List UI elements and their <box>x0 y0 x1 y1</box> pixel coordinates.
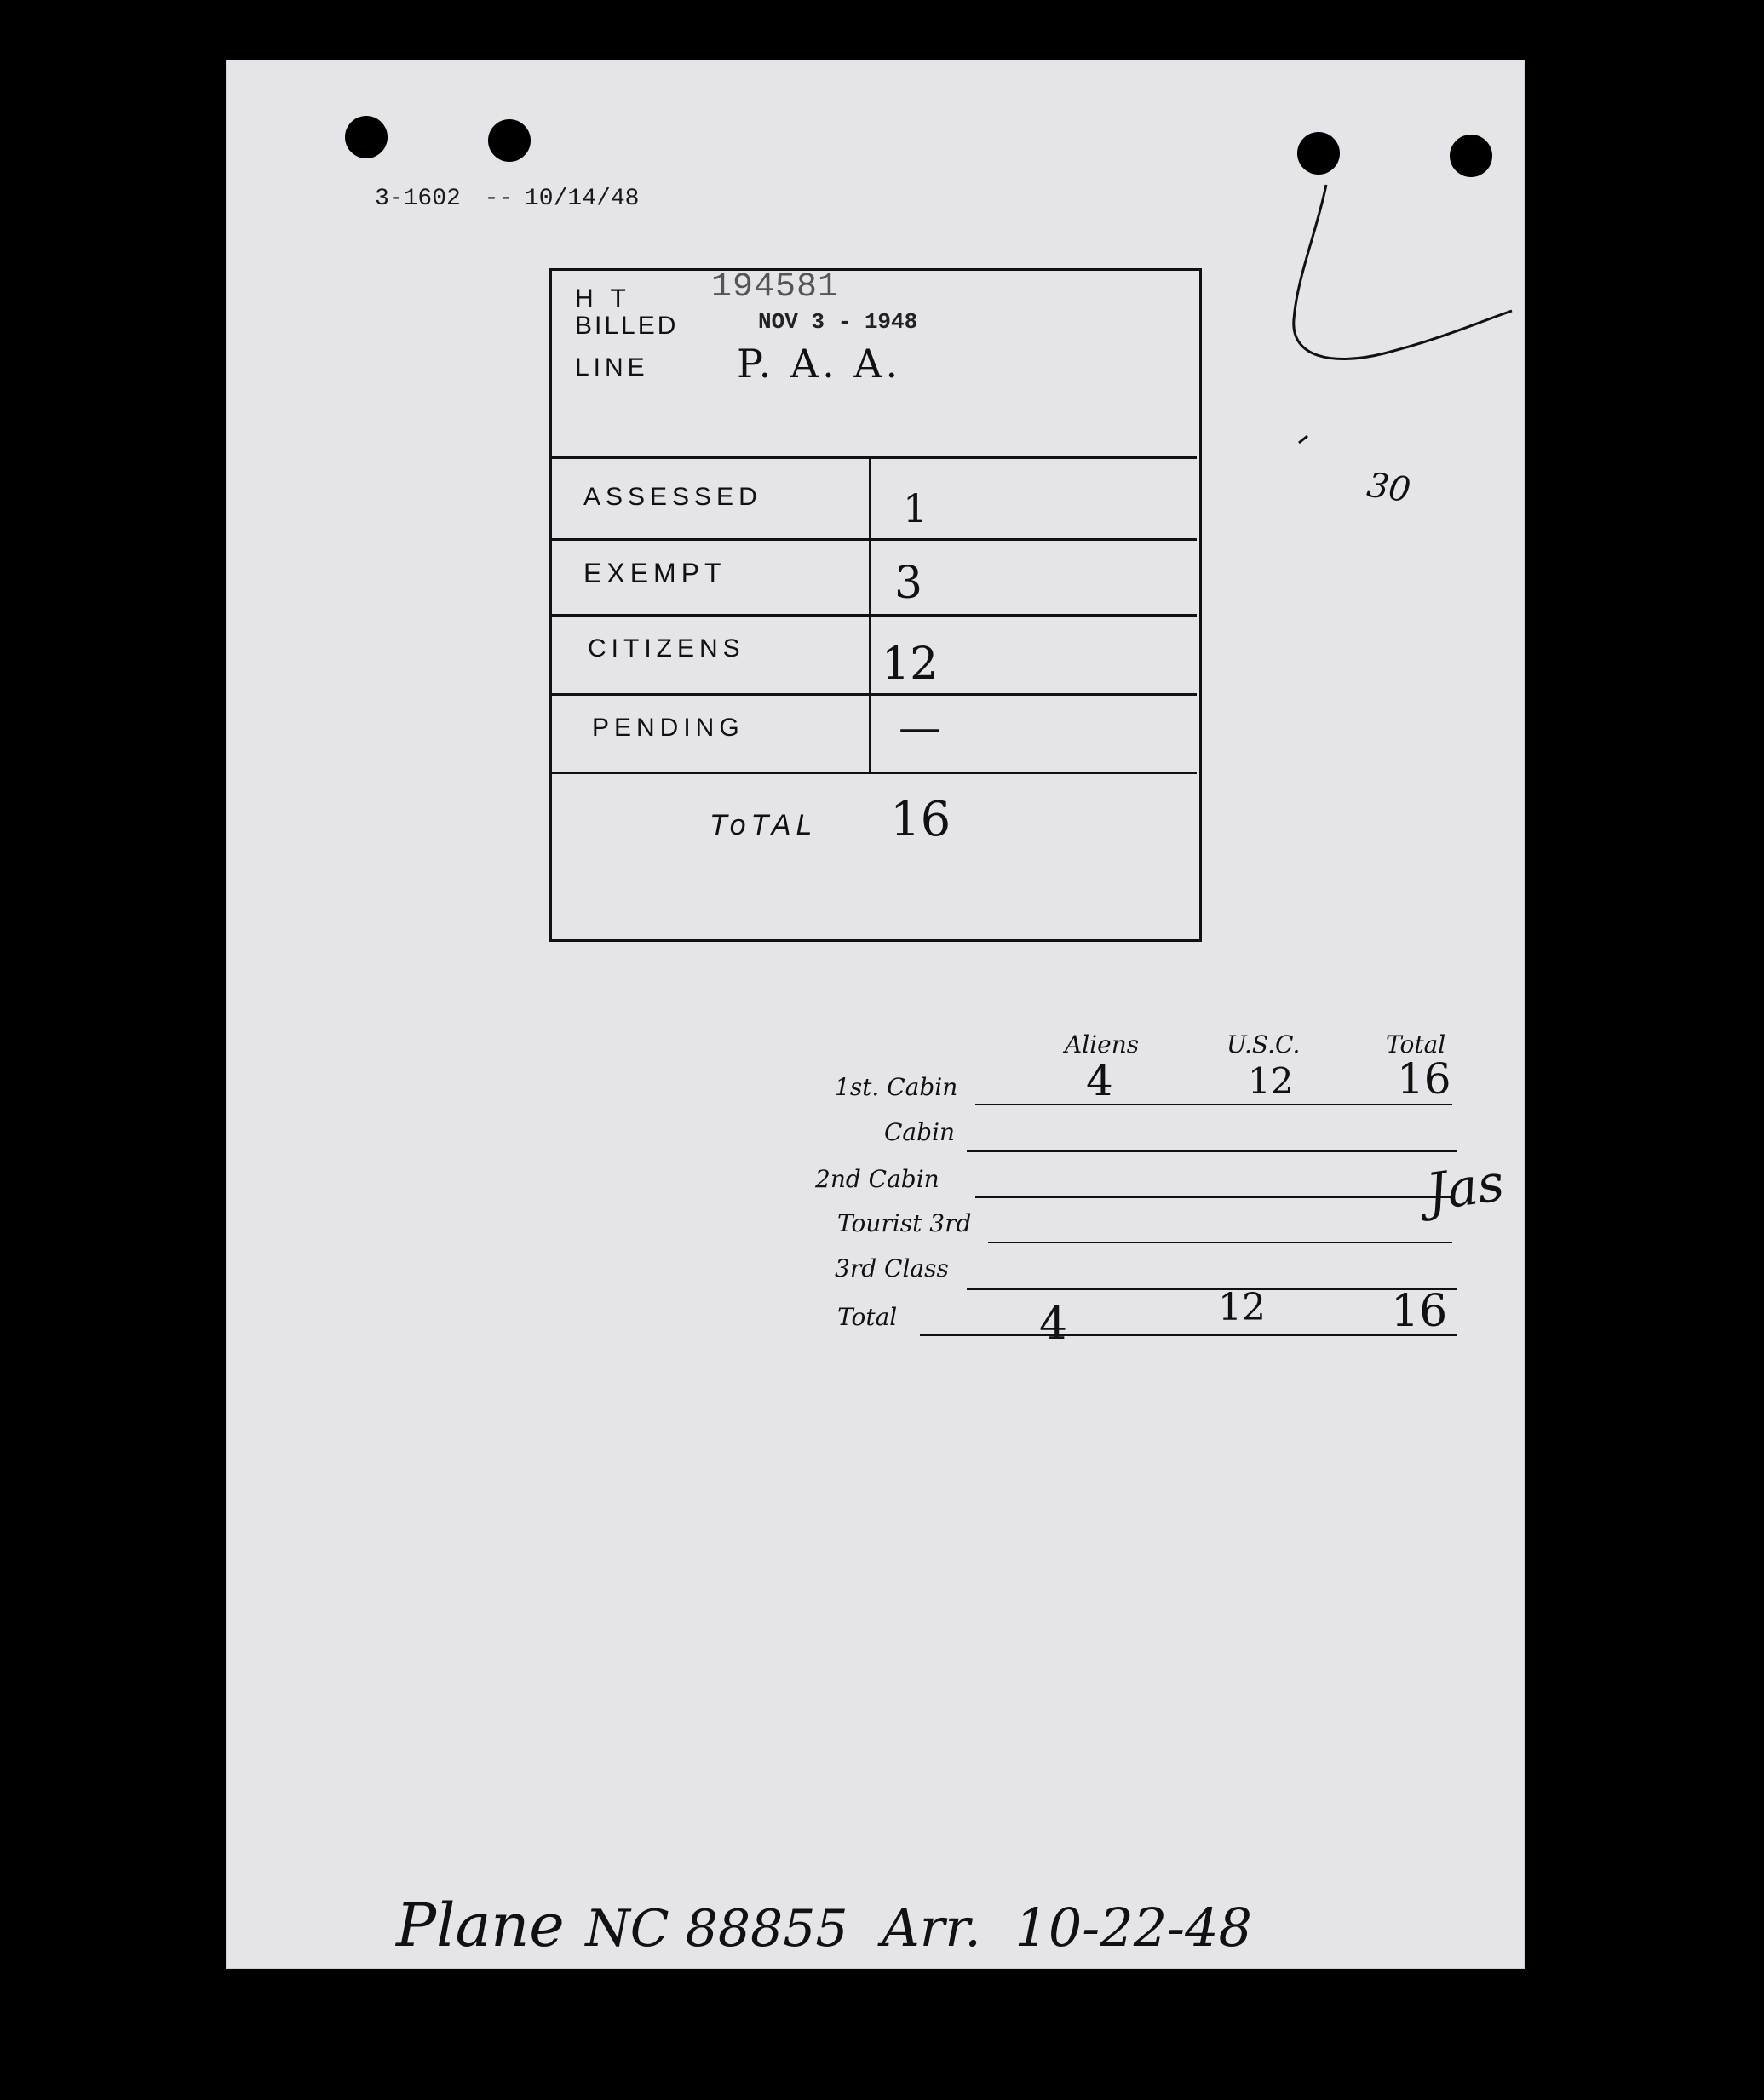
cabin-cell-aliens: 4 <box>1086 1056 1113 1105</box>
cabin-cell-usc: 12 <box>1248 1060 1294 1102</box>
row-label-exempt: EXEMPT <box>583 558 727 588</box>
box-column-divider <box>869 458 871 773</box>
cabin-row-label: Total <box>837 1303 898 1331</box>
footer-line <box>396 1891 1252 1959</box>
cabin-cell-total: 16 <box>1391 1286 1448 1337</box>
column-header-usc: U.S.C. <box>1227 1030 1301 1059</box>
punch-hole-right-2 <box>1450 135 1492 177</box>
cabin-row-line <box>967 1150 1457 1152</box>
box-total-value: 16 <box>890 792 951 847</box>
header-dash: -- <box>484 186 514 212</box>
cabin-row-label: 1st. Cabin <box>835 1073 958 1101</box>
plane-number: NC 88855 <box>585 1899 848 1959</box>
cabin-row-line <box>920 1334 1457 1336</box>
cabin-row-label: 3rd Class <box>835 1254 949 1282</box>
column-header-total: Total <box>1386 1030 1446 1059</box>
box-divider-row-4 <box>551 772 1197 774</box>
pen-stroke-mark <box>1282 183 1537 430</box>
punch-hole-left-1 <box>345 116 388 158</box>
box-divider-row-1 <box>551 538 1197 541</box>
row-value-assessed: 1 <box>903 485 928 531</box>
line-label: LINE <box>575 353 649 382</box>
cabin-row-label: Tourist 3rd <box>837 1209 972 1237</box>
side-number: 30 <box>1365 465 1413 511</box>
initials-signature: Jas <box>1422 1153 1508 1223</box>
cabin-row-line <box>967 1288 1457 1290</box>
arrival-date: 10-22-48 <box>1014 1896 1252 1959</box>
column-header-aliens: Aliens <box>1065 1030 1140 1059</box>
line-value: P. A. A. <box>737 341 902 387</box>
cabin-row-line <box>975 1104 1452 1105</box>
box-divider-row-3 <box>551 693 1197 696</box>
row-label-citizens: CITIZENS <box>588 634 745 663</box>
cabin-cell-aliens: 4 <box>1039 1299 1068 1350</box>
row-value-exempt: 3 <box>894 558 923 609</box>
box-divider-header <box>551 456 1197 459</box>
arrival-label: Arr. <box>882 1896 981 1959</box>
plane-label: Plane <box>396 1891 565 1960</box>
punch-hole-left-2 <box>488 119 531 162</box>
box-divider-row-2 <box>551 614 1197 617</box>
document-page <box>226 60 1525 1969</box>
ht-stamp: 194581 <box>711 268 840 307</box>
row-label-assessed: ASSESSED <box>583 483 762 511</box>
document-header <box>375 183 639 212</box>
box-total-label: ToTAL <box>710 809 818 841</box>
cabin-row-label: 2nd Cabin <box>815 1165 939 1193</box>
cabin-row-label: Cabin <box>884 1118 956 1146</box>
cabin-row-line <box>975 1196 1452 1198</box>
punch-hole-right-1 <box>1297 132 1340 175</box>
billed-stamp: NOV 3 - 1948 <box>758 309 918 335</box>
row-label-pending: PENDING <box>592 714 744 742</box>
ht-label: H T <box>575 284 631 313</box>
reference-number: 3-1602 <box>375 186 461 212</box>
billed-label: BILLED <box>575 312 679 340</box>
cabin-cell-usc: 12 <box>1218 1286 1266 1329</box>
header-date: 10/14/48 <box>525 186 640 212</box>
cabin-row-line <box>988 1242 1452 1243</box>
row-value-pending: — <box>899 703 941 752</box>
row-value-citizens: 12 <box>882 639 939 690</box>
cabin-cell-total: 16 <box>1397 1054 1451 1104</box>
